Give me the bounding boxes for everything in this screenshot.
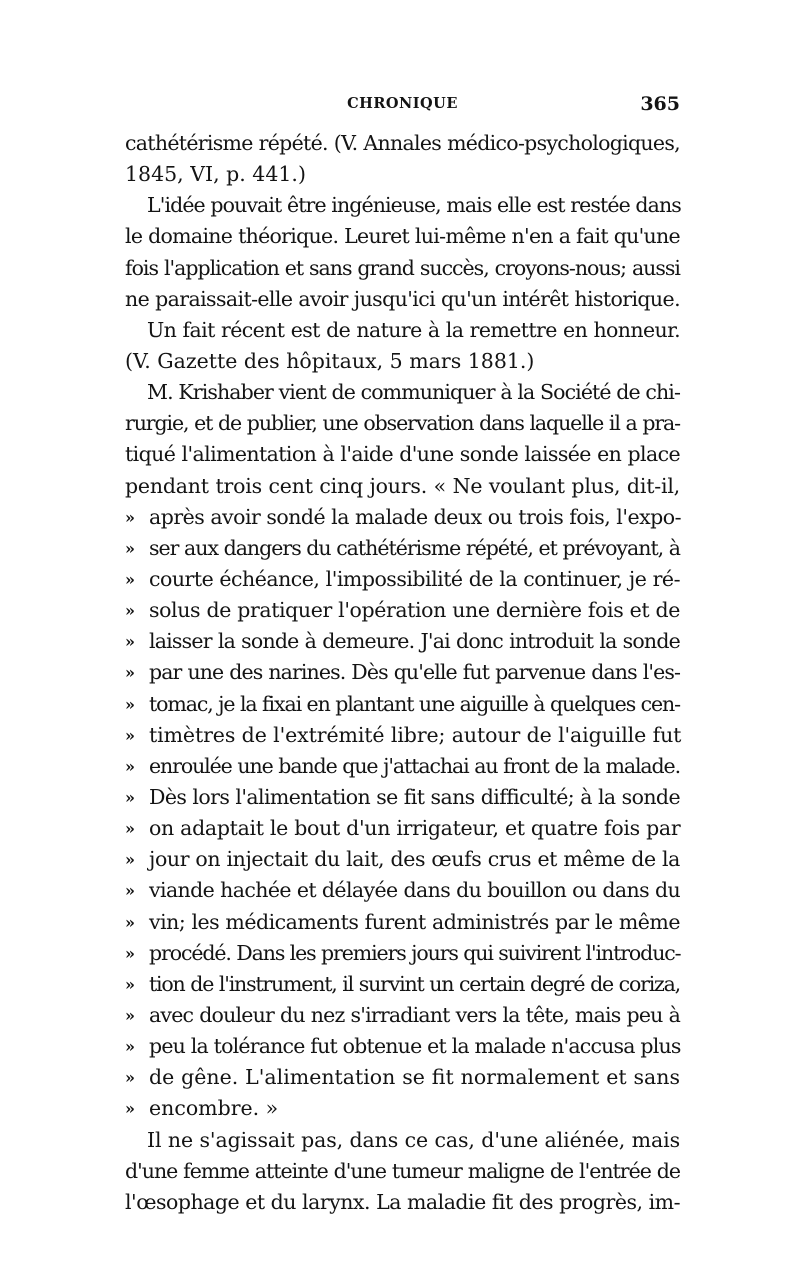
line-text: tion de l'instrument, il survint un certain degré de coriza, bbox=[149, 971, 680, 996]
line-text: courte échéance, l'impossibilité de la continuer, je ré- bbox=[149, 566, 680, 591]
quotation-mark: » bbox=[125, 538, 135, 558]
line-text: enroulée une bande que j'attachai au front de la malade. bbox=[149, 753, 680, 778]
quotation-mark: » bbox=[125, 1068, 135, 1088]
running-head-title: CHRONIQUE bbox=[347, 95, 458, 112]
quotation-mark: » bbox=[125, 881, 135, 901]
quoted-text-line bbox=[125, 626, 680, 657]
quotation-mark: » bbox=[125, 725, 135, 745]
line-text: L'idée pouvait être ingénieuse, mais elle est restée dans bbox=[147, 193, 681, 218]
text-line bbox=[125, 284, 680, 315]
text-line bbox=[125, 346, 680, 377]
quoted-text-line bbox=[125, 875, 680, 906]
quoted-text-line bbox=[125, 502, 680, 533]
line-text: timètres de l'extrémité libre; autour de l'aiguille fut bbox=[149, 722, 682, 747]
line-text: procédé. Dans les premiers jours qui suivirent l'introduc- bbox=[149, 940, 681, 965]
quotation-mark: » bbox=[125, 756, 135, 776]
quotation-mark: » bbox=[125, 850, 135, 870]
line-text: cathétérisme répété. (V. Annales médico-psychologiques, bbox=[125, 131, 680, 155]
text-line bbox=[125, 439, 680, 470]
quotation-mark: » bbox=[125, 974, 135, 994]
line-text: 1845, VI, p. 441.) bbox=[125, 162, 306, 187]
quotation-mark: » bbox=[125, 1037, 135, 1057]
line-text: jour on injectait du lait, des œufs crus et même de la bbox=[149, 847, 680, 872]
quoted-text-line bbox=[125, 720, 680, 751]
quotation-mark: » bbox=[125, 1005, 135, 1025]
line-text: fois l'application et sans grand succès, croyons-nous; aussi bbox=[125, 255, 680, 280]
quotation-mark: » bbox=[125, 943, 135, 963]
quoted-text-line bbox=[125, 533, 680, 564]
quotation-mark: » bbox=[125, 601, 135, 621]
page-number: 365 bbox=[640, 93, 680, 115]
line-text: tiqué l'alimentation à l'aide d'une sonde laissée en place bbox=[125, 442, 680, 467]
quoted-text-line bbox=[125, 751, 680, 782]
quotation-mark: » bbox=[125, 632, 135, 652]
quotation-mark: » bbox=[125, 507, 135, 527]
line-text: ser aux dangers du cathétérisme répété, et prévoyant, à bbox=[149, 535, 680, 560]
text-line bbox=[125, 408, 680, 439]
quoted-text-line bbox=[125, 564, 680, 595]
text-line bbox=[125, 315, 680, 346]
quotation-mark: » bbox=[125, 787, 135, 807]
line-text: viande hachée et délayée dans du bouillon ou dans du bbox=[149, 878, 681, 903]
line-text: Il ne s'agissait pas, dans ce cas, d'une aliénée, mais bbox=[147, 1127, 680, 1152]
text-line bbox=[125, 190, 680, 221]
quoted-text-line bbox=[125, 907, 680, 938]
quoted-text-line bbox=[125, 595, 680, 626]
text-line bbox=[125, 1187, 680, 1218]
quoted-text-line bbox=[125, 969, 680, 1000]
quoted-text-line bbox=[125, 1031, 680, 1062]
line-text: de gêne. L'alimentation se fit normalement et sans bbox=[149, 1065, 680, 1090]
quotation-mark: » bbox=[125, 819, 135, 839]
text-line bbox=[125, 377, 680, 408]
line-text: laisser la sonde à demeure. J'ai donc introduit la sonde bbox=[149, 629, 680, 654]
line-text: par une des narines. Dès qu'elle fut parvenue dans l'es- bbox=[149, 660, 680, 685]
text-line bbox=[125, 221, 680, 252]
line-text: M. Krishaber vient de communiquer à la Société de chi- bbox=[147, 380, 680, 405]
line-text: Dès lors l'alimentation se fit sans difficulté; à la sonde bbox=[149, 784, 680, 809]
line-text: on adaptait le bout d'un irrigateur, et quatre fois par bbox=[149, 816, 681, 841]
quotation-mark: » bbox=[125, 663, 135, 683]
line-text: pendant trois cent cinq jours. « Ne voulant plus, dit-il, bbox=[125, 473, 680, 498]
quoted-text-line bbox=[125, 813, 680, 844]
line-text: (V. Gazette des hôpitaux, 5 mars 1881.) bbox=[125, 348, 535, 373]
quotation-mark: » bbox=[125, 912, 135, 932]
line-text: peu la tolérance fut obtenue et la malade n'accusa plus bbox=[149, 1034, 681, 1059]
quoted-text-line bbox=[125, 938, 680, 969]
quoted-text-line bbox=[125, 1093, 680, 1124]
quoted-text-line bbox=[125, 1000, 680, 1031]
line-text: après avoir sondé la malade deux ou trois fois, l'expo- bbox=[149, 504, 682, 529]
quotation-mark: » bbox=[125, 569, 135, 589]
quoted-text-line bbox=[125, 844, 680, 875]
running-head bbox=[125, 95, 680, 121]
line-text: solus de pratiquer l'opération une dernière fois et de bbox=[149, 598, 680, 623]
text-line bbox=[125, 128, 680, 159]
line-text: ne paraissait-elle avoir jusqu'ici qu'un intérêt historique. bbox=[125, 286, 680, 311]
quoted-text-line bbox=[125, 689, 680, 720]
quoted-text-line bbox=[125, 657, 680, 688]
quoted-text-line bbox=[125, 782, 680, 813]
quotation-mark: » bbox=[125, 694, 135, 714]
text-line bbox=[125, 1156, 680, 1187]
text-line bbox=[125, 1125, 680, 1156]
quotation-mark: » bbox=[125, 1099, 135, 1119]
line-text: le domaine théorique. Leuret lui-même n'en a fait qu'une bbox=[125, 224, 680, 249]
body-text bbox=[125, 128, 680, 1218]
line-text: tomac, je la fixai en plantant une aiguille à quelques cen- bbox=[149, 691, 680, 716]
line-text: d'une femme atteinte d'une tumeur maligne de l'entrée de bbox=[125, 1158, 680, 1183]
line-text: l'œsophage et du larynx. La maladie fit des progrès, im- bbox=[125, 1189, 680, 1214]
line-text: Un fait récent est de nature à la remettre en honneur. bbox=[147, 317, 680, 342]
text-line bbox=[125, 159, 680, 190]
line-text: rurgie, et de publier, une observation dans laquelle il a pra- bbox=[125, 411, 680, 436]
line-text: avec douleur du nez s'irradiant vers la tête, mais peu à bbox=[149, 1002, 680, 1027]
quoted-text-line bbox=[125, 1062, 680, 1093]
line-text: encombre. » bbox=[149, 1096, 279, 1121]
text-line bbox=[125, 253, 680, 284]
text-line bbox=[125, 471, 680, 502]
line-text: vin; les médicaments furent administrés par le même bbox=[149, 909, 680, 934]
